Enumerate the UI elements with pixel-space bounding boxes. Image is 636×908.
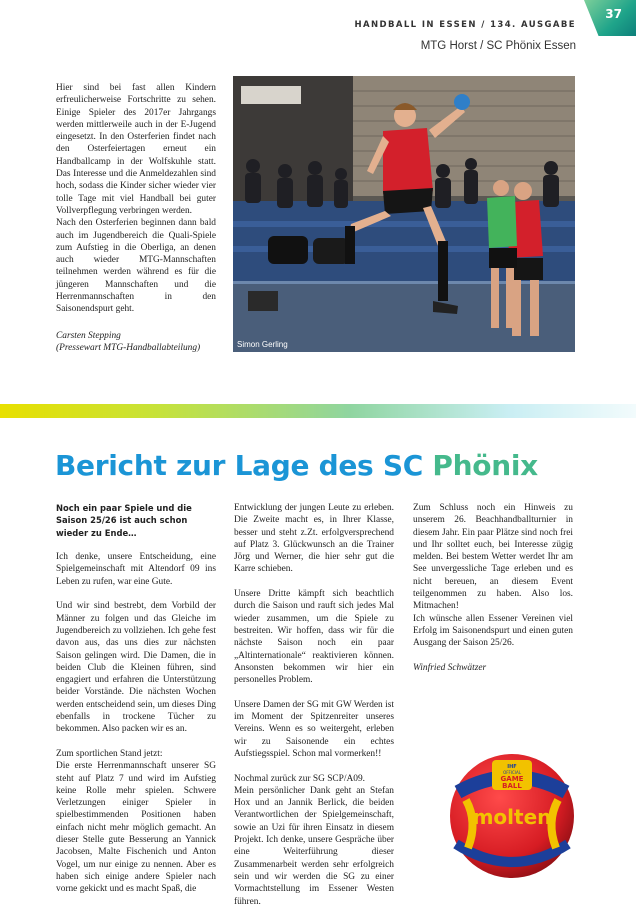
top-paragraph: Hier sind bei fast allen Kindern erfreulicherweise Fortschritte zu sehen. Einige Spieler des 2017er Jahrgangs werden mittlerweile auch in der E-Jugend eingesetzt. In den Osterferien findet nach den Osterfeiertagen erneut ein Handballcamp in der Wolfskuhle statt. Das Interesse und die Anmeldezahlen sind hoch, sodass die Kinder sicher wieder vier tolle Tage mit viel Handball bei guter Vollverpflegung verbringen werden. (56, 83, 216, 216)
ball-label-ball: BALL (502, 782, 522, 790)
article-headline (55, 449, 538, 482)
top-author: Carsten Stepping (56, 331, 121, 341)
gradient-divider (0, 404, 636, 418)
article-lead: Noch ein paar Spiele und die Saison 25/26 ist auch schon wieder zu Ende… (56, 503, 192, 538)
article-paragraph: Die erste Herrenmannschaft unserer SG steht auf Platz 7 und wird im Aufstieg keine Rolle mehr spielen. Schwere Verletzungen einiger Spieler in spielbestimmenden Positionen haben einfach nicht mehr möglich gemacht. An dieser Stelle gute Besserung an Yannick Jacobsen, Malte Fischenich und Anton Vogel, um nur einige zu nennen. Aber es haben sich einige andere Spieler nach vorne gekickt und es macht Spaß, die (56, 761, 216, 895)
handball-action-photo (233, 76, 575, 352)
molten-ball-icon (448, 752, 576, 880)
photo-illustration (233, 76, 575, 352)
article-paragraph: Ich wünsche allen Essener Vereinen viel Erfolg im Saisonendspurt und einen guten Ausgang der Saison 25/26. (413, 613, 573, 649)
article-paragraph: Ich denke, unsere Entscheidung, eine Spielgemeinschaft mit Altendorf 09 ins Leben zu rufen, war eine Gute. (56, 552, 216, 587)
article-paragraph: Zum sportlichen Stand jetzt: (56, 748, 163, 759)
article-paragraph: Und wir sind bestrebt, dem Vorbild der Männer zu folgen und das Gleiche im Jugendbereich zu vollziehen. Ich gehe fest davon aus, das uns dies zur nächsten Saison gelingen wird. Die Damen, die in beiden Club die Kleinen führen, sind engagiert und erfahren die Unterstützung beider Vorstände. Die nächsten Wochen werden entscheidend sein, um dieses Ding ebenfalls in trockene Tücher zu bekommen. Also packen wir es an. (56, 601, 216, 735)
top-author-role: (Pressewart MTG-Handballabteilung) (56, 343, 201, 354)
section-title: MTG Horst / SC Phönix Essen (420, 40, 576, 52)
top-paragraph: Nach den Osterferien beginnen dann bald auch im Jugendbereich die Quali-Spiele zum Aufstieg in die Oberliga, an denen auch wieder MTG-Mannschaften teilnehmen werden während es für die jüngeren Mannschaften und die Herrenmannschaften in den Saisonendspurt geht. (56, 218, 216, 315)
article-column-2 (234, 502, 394, 908)
article-author: Winfried Schwätzer (413, 662, 487, 673)
article-paragraph: Mein persönlicher Dank geht an Stefan Hox und an Jannik Berlick, die beiden Verantwortlichen der Spielgemeinschaft, sowie an Uzi für ihren Einsatz in diesem Projekt. Ich denke, unsere Gespräche über eine Weiterführung dieser Zusammenarbeit werden sehr erfolgreich sein und wir werden die SG zu einer Vormachtstellung im Essener Westen führen. (234, 785, 394, 907)
article-paragraph: Entwicklung der jungen Leute zu erleben. Die Zweite macht es, in Ihrer Klasse, besser und steht z.Zt. erfolgversprechend auf Platz 3. Glückwunsch an die Trainer Jörg und Werner, die hier sehr gut die Karre schieben. (234, 503, 394, 575)
handball-image (448, 752, 576, 880)
article-paragraph: Nochmal zurück zur SG SCP/A09. (234, 773, 365, 784)
ball-label-official: OFFICIAL (503, 770, 521, 775)
article-paragraph: Unsere Dritte kämpft sich beachtlich durch die Saison und rauft sich jedes Mal wieder zusammen, um die Spiele zu bestreiten. Wir hoffen, dass wir für die nächste Saison noch ein paar „Altinternationale“ reaktivieren können. Ansonsten bekommen wir hier ein personelles Problem. (234, 589, 394, 686)
article-paragraph: Zum Schluss noch ein Hinweis zu unserem 26. Beachhandballturnier in diesem Jahr. Ein paar Plätze sind noch frei und Ihr solltet euch, bei Interesse zügig melden. Bei bestem Wetter werdet Ihr am See unvergessliche Tage erleben und es nicht bereuen, an diesem Event teilgenommen zu haben. Also los. Mitmachen! (413, 503, 573, 612)
article-column-3 (413, 502, 573, 686)
article-column-1 (56, 502, 216, 896)
headline-part-1: Bericht zur Lage des SC (55, 449, 433, 482)
top-article-signature (56, 330, 226, 355)
article-paragraph: Unsere Damen der SG mit GW Werden ist im Moment der Spitzenreiter unseres Vereins. Wenn es so weitergeht, erleben wir zu Saisonende ein echtes Aufstiegsspiel. Schon mal vormerken!! (234, 699, 394, 759)
page-number: 37 (605, 7, 622, 21)
headline-part-2: Phönix (432, 449, 538, 482)
photo-credit: Simon Gerling (237, 340, 288, 349)
ball-label-game: GAME (500, 775, 524, 783)
ball-label-ihf: IHF (507, 764, 517, 770)
top-article-text (56, 82, 216, 316)
magazine-title: HANDBALL IN ESSEN / 134. AUSGABE (354, 20, 576, 30)
ball-brand: molten (472, 805, 552, 829)
